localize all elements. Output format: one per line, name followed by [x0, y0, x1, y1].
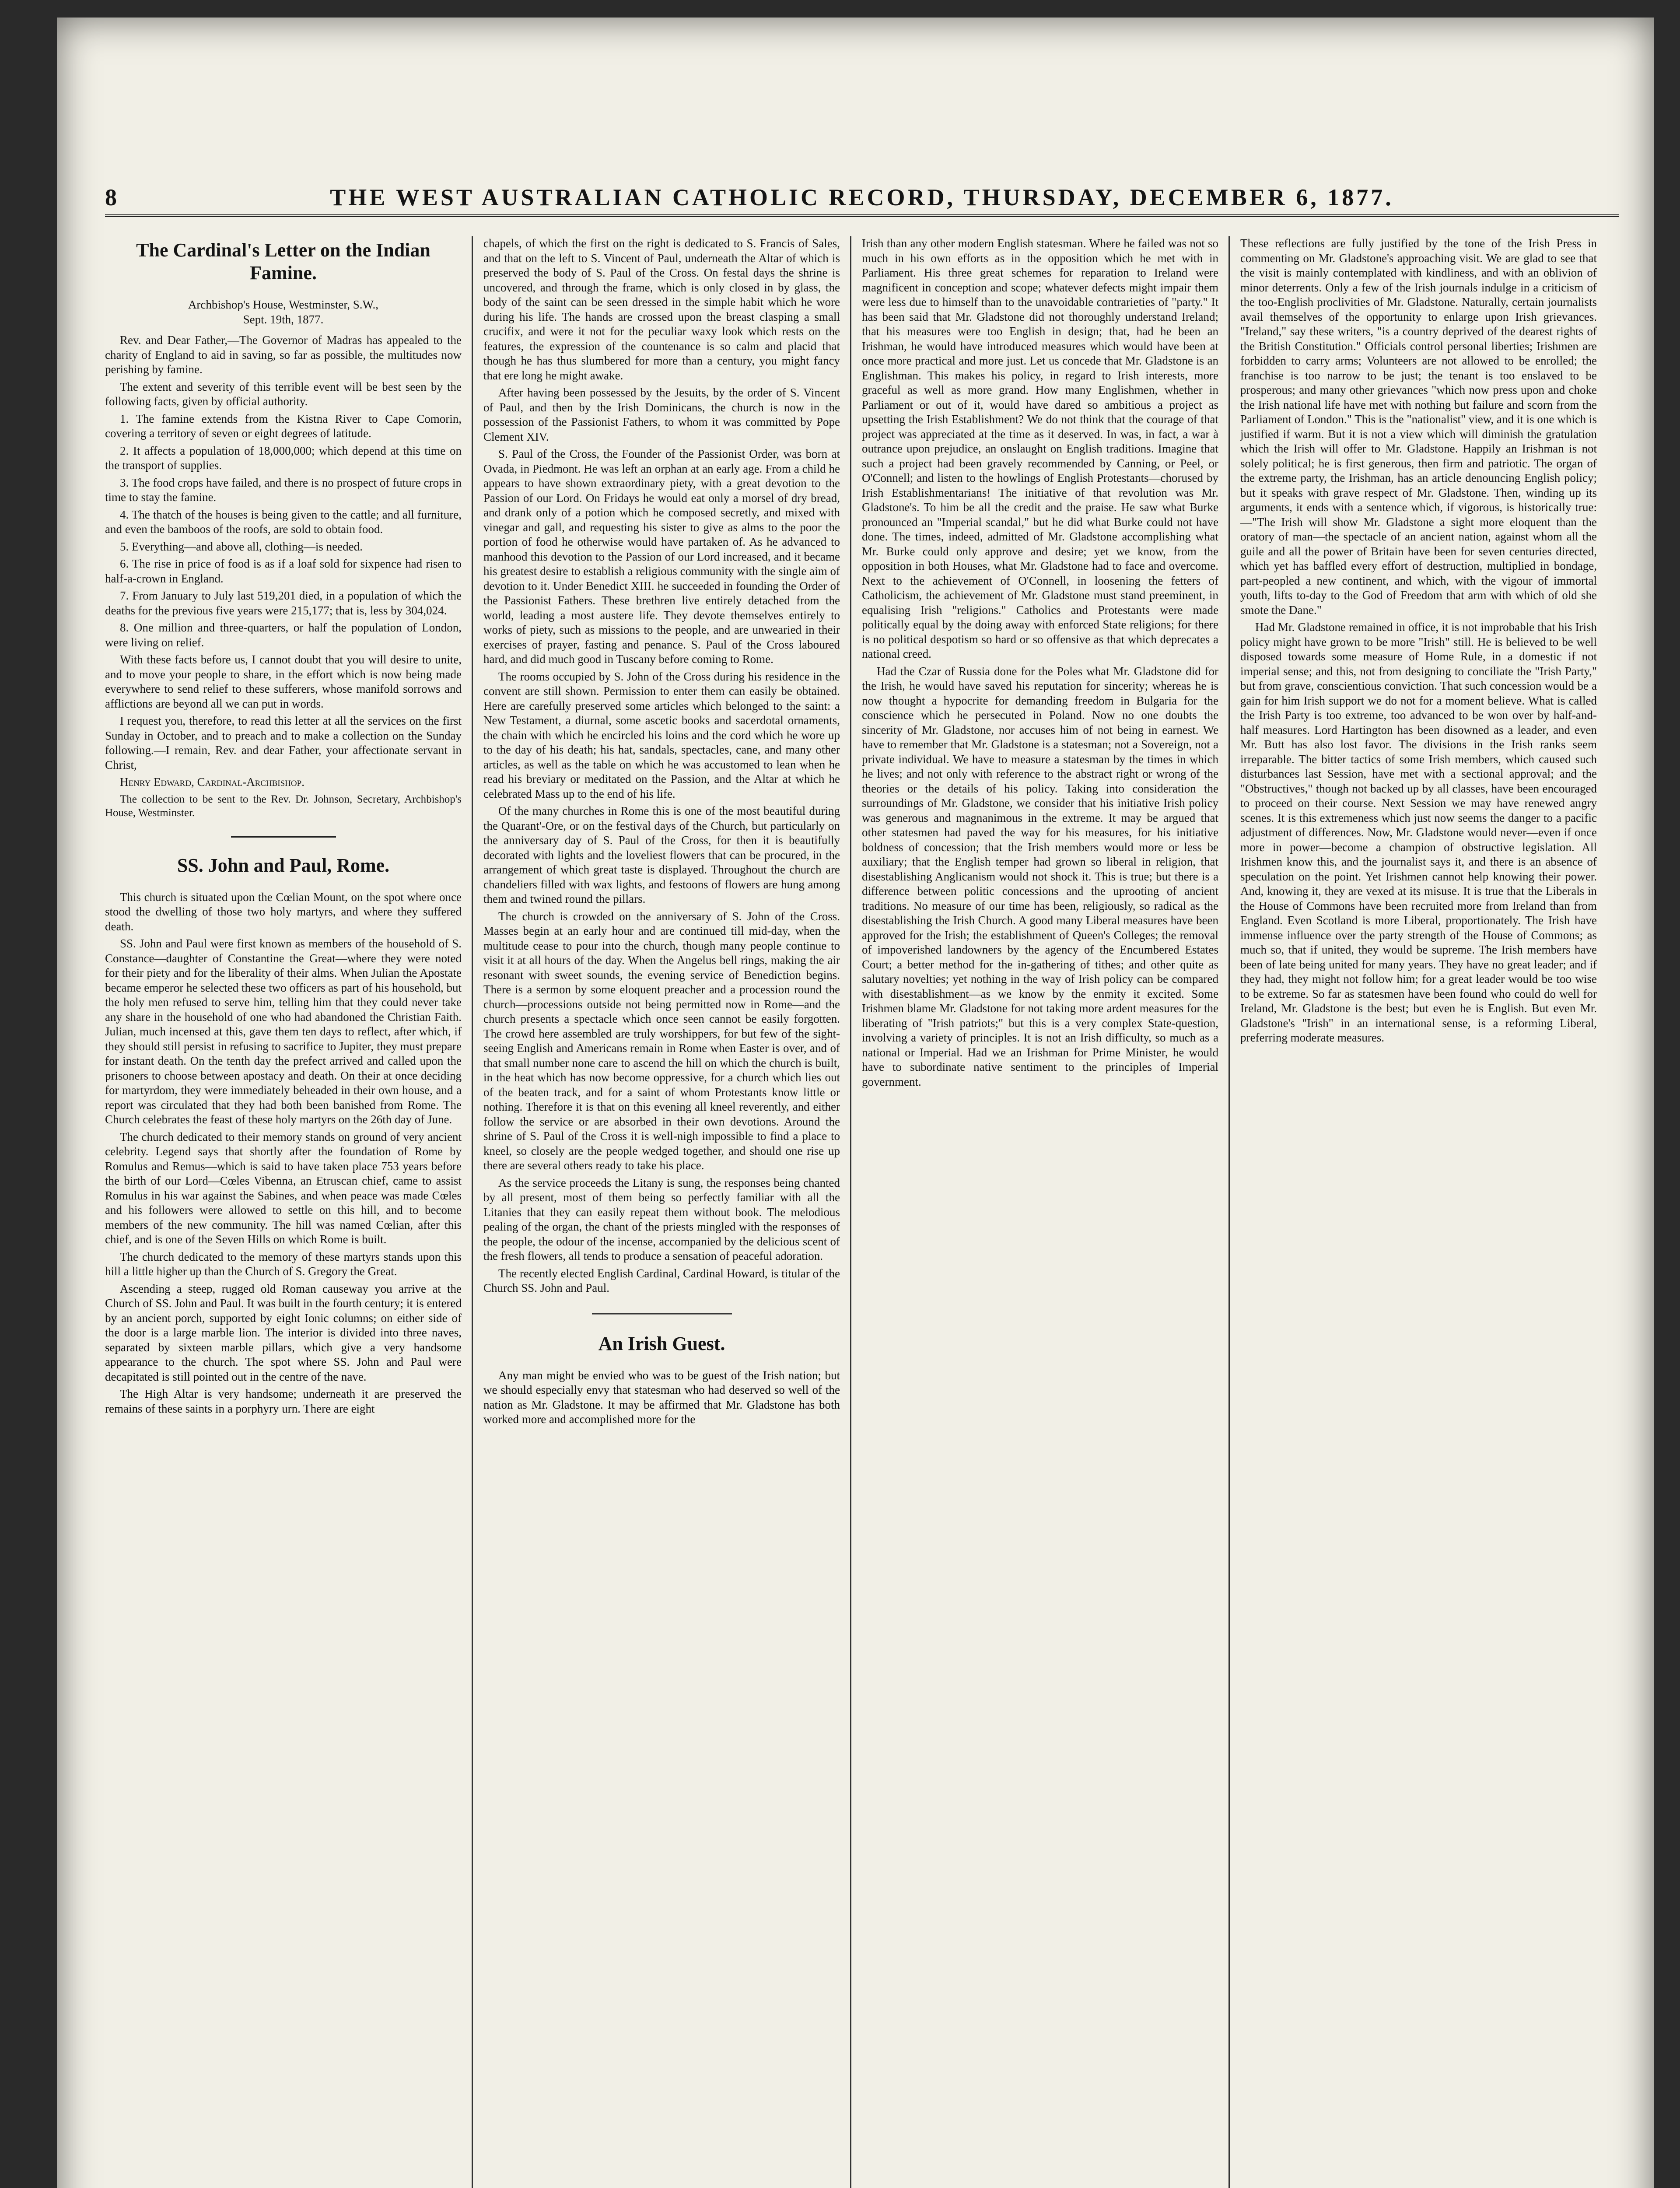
paragraph: The recently elected English Cardinal, Cardinal Howard, is titular of the Church SS. John and Paul. — [483, 1266, 840, 1294]
paragraph: The collection to be sent to the Rev. Dr. Johnson, Secretary, Archbishop's House, Westminster. — [105, 793, 462, 819]
letter-address — [105, 298, 462, 327]
column-divider — [850, 236, 851, 2188]
paragraph: The extent and severity of this terrible event will be best seen by the following facts, given by official authority. — [105, 380, 462, 408]
address-date: Sept. 19th, 1877. — [243, 312, 324, 326]
paragraph: 6. The rise in price of food is as if a loaf sold for sixpence had risen to half-a-crown in England. — [105, 557, 462, 585]
paragraph: These reflections are fully justified by the tone of the Irish Press in commenting on Mr. Gladstone's approaching visit. We are glad to see that the visit is mainly contemplated with kindliness, and with an oblivion of minor deterrents. Only a few of the Irish journals indulge in a criticism of the too-English proclivities of Mr. Gladstone. Naturally, certain journalists avail themselves of the opportunity to enlarge upon Irish grievances. "Ireland," say these writers, "is a country deprived of the dearest rights of the British Constitution." Officials control personal liberties; Irishmen are forbidden to carry arms; Volunteers are not allowed to be enrolled; the franchise is too narrow to be just; the tenant is too enslaved to be prosperous; and many other grievances "which now press upon and choke the Irish national life have met with nothing but failure and scorn from the Parliament of London." This is the "nationalist" view, and it is one which is justified if warm. But it is not a view which will diminish the gratulation which the Irish will offer to Mr. Gladstone. Happily an Irishman is not solely political; he is first generous, then firm and patriotic. The organ of the extreme party, the Irishman, has an article denouncing English policy; but it speaks with grave respect of Mr. Gladstone. Then, winding up its arguments, it ends with a sentence which, if vigorous, is historically true:—"The Irish will show Mr. Gladstone a sight more eloquent than the oratory of man—the spectacle of an ancient nation, against whom all the guile and all the power of Britain have been for seven centuries directed, which yet has baffled every effort of destruction, multiplied in bondage, part-peopled a new continent, and which, with the vigour of immortal youth, lifts to-day to the God of Freedom that arm with which of old she smote the Dane." — [1240, 237, 1597, 617]
newspaper-page — [57, 18, 1654, 2188]
page-number: 8 — [105, 184, 119, 210]
column-divider — [1228, 236, 1230, 2188]
column-4 — [1240, 236, 1597, 2188]
paragraph: 5. Everything—and above all, clothing—is needed. — [120, 540, 363, 553]
paragraph: This church is situated upon the Cœlian Mount, on the spot where once stood the dwelling of those two holy martyrs, and where they suffered death. — [105, 890, 462, 933]
article-heading-cardinal-letter: The Cardinal's Letter on the Indian Famine. — [136, 239, 430, 284]
article-heading-irish-guest: An Irish Guest. — [598, 1332, 725, 1354]
section-rule — [231, 836, 336, 838]
column-2 — [483, 236, 840, 2188]
paragraph: 1. The famine extends from the Kistna River to Cape Comorin, covering a territory of seven or eight degrees of latitude. — [105, 412, 462, 440]
column-divider — [472, 236, 473, 2188]
newspaper-title: THE WEST AUSTRALIAN CATHOLIC RECORD, THURSDAY, DECEMBER 6, 1877. — [330, 184, 1394, 210]
paragraph: The High Altar is very handsome; underneath it are preserved the remains of these saints in a porphyry urn. There are eight — [105, 1387, 462, 1415]
paragraph: As the service proceeds the Litany is sung, the responses being chanted by all present, most of them being so perfectly familiar with all the Litanies that they can easily repeat them without book. The melodious pealing of the organ, the chant of the priests mingled with the responses of the people, the odour of the incense, accompanied by the delicious scent of the fresh flowers, all tends to produce a sensation of peaceful adoration. — [483, 1176, 840, 1262]
paragraph: Of the many churches in Rome this is one of the most beautiful during the Quarant'-Ore, or on the festival days of the Church, but particularly on the anniversary day of S. Paul of the Cross, for then it is beautifully decorated with lights and the loveliest flowers that can be procured, in the arrangement of which great taste is displayed. Throughout the church are chandeliers filled with wax lights, and festoons of flowers are hung among them and twined round the pillars. — [483, 804, 840, 905]
paragraph: chapels, of which the first on the right is dedicated to S. Francis of Sales, and that on the left to S. Vincent of Paul, underneath the Altar of which is preserved the body of S. Paul of the Cross. On festal days the shrine is uncovered, and through the frame, which is only closed in by glass, the body of the saint can be seen dressed in the simple habit which he wore during his life. The hands are crossed upon the breast clasping a small crucifix, and were it not for the peculiar waxy look which rests on the features, the expression of the countenance is so calm and placid that though he has thus slumbered for more than a century, you might fancy that ere long he might awake. — [483, 237, 840, 382]
paragraph: 4. The thatch of the houses is being given to the cattle; and all furniture, and even the bamboos of the roofs, are sold to obtain food. — [105, 508, 462, 536]
column-1 — [105, 236, 462, 2188]
paragraph: S. Paul of the Cross, the Founder of the Passionist Order, was born at Ovada, in Piedmont. He was left an orphan at an early age. From a child he appears to have shown extraordinary piety, with a great devotion to the Passion of our Lord. On Fridays he would eat only a morsel of dry bread, and drank only of a potion which he composed secretly, and mixed with vinegar and gall, and requesting his sister to give as alms to the poor the portion of food he otherwise would have partaken of. As he advanced to manhood this devotion to the Passion of our Lord increased, and it became his greatest desire to establish a religious community with the single aim of devotion to it. Under Benedict XIII. he succeeded in founding the Order of the Passionist Fathers. These brethren live entirely detached from the world, leading a most austere life. They devote themselves entirely to works of piety, such as missions to the people, and are unwearied in their exercises of prayer, fasting and penance. S. Paul of the Cross laboured hard, and did much good in Tuscany before coming to Rome. — [483, 447, 840, 666]
paragraph: 2. It affects a population of 18,000,000; which depend at this time on the transport of supplies. — [105, 444, 462, 472]
article-heading-ss-john-paul: SS. John and Paul, Rome. — [177, 854, 390, 876]
paragraph: 3. The food crops have failed, and there is no prospect of future crops in time to stay the famine. — [105, 476, 462, 504]
paragraph: Had Mr. Gladstone remained in office, it is not improbable that his Irish policy might have grown to be more "Irish" still. He is believed to be well disposed towards some measure of Home Rule, in a domestic if not imperial sense; and this, not from designing to conciliate the "Irish Party," but from grave, conscientious conviction. That such concession would be a gain for him Irish support we do not for a moment believe. What is called the Irish Party is too extreme, too advanced to be won over by half-and-half measures. Lord Hartington has been disowned as a leader, and even Mr. Butt has also lost favor. The divisions in the Irish ranks seem irreparable. The bitter tactics of some Irish members, which caused such disturbances last Session, have met with a sectional approval; and the "Obstructives," though not backed up by all classes, have been encouraged to proceed on their course. Next Session we may have renewed angry scenes. It is this extremeness which just now seems the danger to a pacific adjustment of differences. Now, Mr. Gladstone would never—even if once more in power—become a champion of obstructive legislation. All Irishmen know this, and the journalist says it, and there is an absence of speculation on the point. Yet Irishmen cannot help knowing their power. And, knowing it, they are vexed at its misuse. It is true that the Liberals in the House of Commons have been recruited more from Ireland than from England. Even Scotland is more Liberal, proportionately. The Irish have immense influence over the party strength of the House of Commons; as much so, that if united, they would be supreme. The Irish members have been of late being united for many years. They have no great leader; and if they had, they might not follow him; for a great leader would be too wise to be extreme. So far as statesmen have been found who could do well for Ireland, Mr. Gladstone is the best; but even he is English. But even Mr. Gladstone's "Irish" in an international sense, is a reforming Liberal, preferring moderate measures. — [1240, 621, 1597, 1044]
masthead — [105, 184, 1619, 217]
paragraph: SS. John and Paul were first known as members of the household of S. Constance—daughter of Constantine the Great—where they were noted for their piety and for the liberality of their alms. When Julian the Apostate became emperor he selected these two officers as part of his household, but the holy men refused to serve him, telling him that they could never take any share in the household of one who had abandoned the Christian Faith. Julian, much incensed at this, gave them ten days to reflect, after which, if they should still persist in refusing to sacrifice to Jupiter, they must prepare for instant death. On the tenth day the prefect arrived and called upon the prisoners to choose between apostacy and death. On their at once deciding for martyrdom, they were immediately beheaded in their own house, and a report was circulated that they had both been banished from Rome. The Church celebrates the feast of these holy martyrs on the 26th day of June. — [105, 937, 462, 1126]
paragraph: Any man might be envied who was to be guest of the Irish nation; but we should especially envy that statesman who had deserved so well of the nation as Mr. Gladstone. It may be affirmed that Mr. Gladstone has both worked more and accomplished more for the — [483, 1368, 840, 1426]
paragraph: The church dedicated to the memory of these martyrs stands upon this hill a little higher up than the Church of S. Gregory the Great. — [105, 1250, 462, 1278]
paragraph: 8. One million and three-quarters, or half the population of London, were living on relief. — [105, 621, 462, 649]
paragraph: Had the Czar of Russia done for the Poles what Mr. Gladstone did for the Irish, he would have saved his reputation for sincerity; whereas he is now thought a hypocrite for demanding freedom in Bulgaria for the conscience which he persecuted in Poland. Now no one doubts the sincerity of Mr. Gladstone, nor accuses him of not being in earnest. We have to remember that Mr. Gladstone is a statesman; not a Sovereign, not a private individual. We have to measure a statesman by the times in which he lives; and not only with reference to the abstract right or wrong of the theories or the details of his policy. Taking into consideration the surroundings of Mr. Gladstone, we consider that his initiative Irish policy was generous and magnanimous in the extreme. It may be argued that other statesmen had paved the way for his measures, for his initiative boldness of concession; that the Irish members would more or less be auxiliary; that the English temper had grown so liberal in religion, that disestablishing Anglicanism would not shock it. This is true; but there is a difference between politic concessions and the uprooting of ancient traditions. No measure of our time has been, religiously, so radical as the disestablishing the Irish Church. A good many Liberal measures have been approved for the Irish; the establishment of Queen's Colleges; the removal of impoverished landowners by the agency of the Encumbered Estates Court; a better method for the in-gathering of tithes; and other quite as salutary novelties; yet nothing in the way of Irish policy can be compared with disestablishment—as we know by the enmity it excited. Some Irishmen blame Mr. Gladstone for not taking more ardent measures for the liberating of "Irish patriots;" but this is a very complex State-question, involving a variety of principles. It is not an Irish difficulty, so much as a national or Imperial. Had we an Irishman for Prime Minister, he would have to subordinate native sentiment to the principles of Imperial government. — [862, 664, 1218, 1088]
paragraph: I request you, therefore, to read this letter at all the services on the first Sunday in October, and to preach and to make a collection on the Sunday following.—I remain, Rev. and dear Father, your affectionate servant in Christ, — [105, 714, 462, 771]
paragraph: Rev. and Dear Father,—The Governor of Madras has appealed to the charity of England to aid in saving, so far as possible, the multitudes now perishing by famine. — [105, 333, 462, 376]
paragraph: After having been possessed by the Jesuits, by the order of S. Vincent of Paul, and then by the Irish Dominicans, the church is now in the possession of the Passionist Fathers, to whom it was committed by Pope Clement XIV. — [483, 386, 840, 443]
paragraph: The church dedicated to their memory stands on ground of very ancient celebrity. Legend says that shortly after the foundation of Rome by Romulus and Remus—which is said to have taken place 753 years before the birth of our Lord—Cœles Vibenna, an Etruscan chief, came to assist Romulus in his war against the Sabines, and when peace was made Cœles and his followers were allowed to settle on this hill, and to become members of the new community. The hill was named Cœlian, after this chief, and is one of the Seven Hills on which Rome is built. — [105, 1130, 462, 1246]
paragraph: With these facts before us, I cannot doubt that you will desire to unite, and to move your people to share, in the effort which is now being made everywhere to send relief to these sufferers, whose manifold sorrows and afflictions are beyond all we can put in words. — [105, 653, 462, 710]
paragraph: 7. From January to July last 519,201 died, in a population of which the deaths for the previous five years were 215,177; that is, less by 304,024. — [105, 589, 462, 617]
address-line: Archbishop's House, Westminster, S.W., — [188, 298, 379, 311]
column-3 — [862, 236, 1218, 2188]
paragraph: Ascending a steep, rugged old Roman causeway you arrive at the Church of SS. John and Paul. It was built in the fourth century; it is entered by an ancient porch, supported by eight Ionic columns; on either side of the door is a large marble lion. The interior is divided into three naves, separated by sixteen marble pillars, which give a very handsome appearance to the church. The spot where SS. John and Paul were decapitated is still pointed out in the centre of the nave. — [105, 1282, 462, 1383]
paragraph: The rooms occupied by S. John of the Cross during his residence in the convent are still shown. Permission to enter them can easily be obtained. Here are carefully preserved some articles which belonged to the saint: a New Testament, a diurnal, some ascetic books and sacerdotal ornaments, the chain with which he encircled his loins and the cord which he wore up to the day of his death; his hat, sandals, spectacles, cane, and many other articles, as well as the table on which he was accustomed to lean when he read his breviary or meditated on the Passion, and the Altar at which he celebrated Mass up to the end of his life. — [483, 670, 840, 800]
paragraph: The church is crowded on the anniversary of S. John of the Cross. Masses begin at an early hour and are continued till mid-day, when the multitude cease to pour into the church, though many people continue to visit it at all hours of the day. When the Angelus bell rings, making the air resonant with sweet sounds, the evening service of Benediction begins. There is a sermon by some eloquent preacher and a procession round the church—processions outside not being permitted now in Rome—and the church presents a spectacle which once seen cannot be easily forgotten. The crowd here assembled are truly worshippers, for but few of the sight-seeing English and Americans remain in Rome when Easter is over, and of that small number none care to ascend the hill on which the church is built, in the heat which has now become oppressive, for a church which lies out of the beaten track, and for a saint of whom Protestants know little or nothing. Therefore it is that on this evening all kneel reverently, and either follow the service or are absorbed in their own devotions. Around the shrine of S. Paul of the Cross it is well-nigh impossible to find a place to kneel, so closely are the people wedged together, and should one rise up there are several others ready to take his place. — [483, 909, 840, 1172]
letter-signature: Henry Edward, Cardinal-Archbishop. — [120, 775, 304, 789]
paragraph: Irish than any other modern English statesman. Where he failed was not so much in his own efforts as in the opposition which he met with in Parliament. His three great schemes for reparation to Ireland were magnificent in conception and scope; whatever defects might impair them were less due to himself than to the unavoidable contrarieties of "party." It has been said that Mr. Gladstone did not thoroughly understand Ireland; that his measures were too English in design; that, had he been an Irishman, he would have introduced measures which would have been at once more practical and more just. Let us concede that Mr. Gladstone is an Englishman. This makes his policy, in regard to Irish interests, more graceful as well as more grand. How many Englishmen, whether in Parliament or out of it, would have dared so ambitious a project as upsetting the Irish Establishment? We do not think that the courage of that project was appreciated at the time as it deserved. In was, in fact, a war à outrance upon prejudice, an onslaught on English traditions. Imagine that such a project had been gravely recommended by Canning, or Peel, or O'Connell; and listen to the howlings of English Protestants—chorused by Irish Establishmentarians! The initiative of that revolution was Mr. Gladstone's. To him be all the credit and the praise. He saw what Burke pronounced an "Imperial scandal," but he did what Burke could not have done. The times, indeed, admitted of Mr. Gladstone accomplishing what Mr. Burke could only approve and desire; yet we know, from the opposition in both Houses, what Mr. Gladstone had to face and overcome. Next to the achievement of O'Connell, in loosening the fetters of Catholicism, the achievement of Mr. Gladstone must stand preeminent, in equalising Irish "religions." Catholics and Protestants were made politically equal by the doing away with enforced State religions; for there is no political despotism so hard or so offensive as that which deprecates a national creed. — [862, 237, 1218, 660]
section-rule — [592, 1313, 732, 1315]
